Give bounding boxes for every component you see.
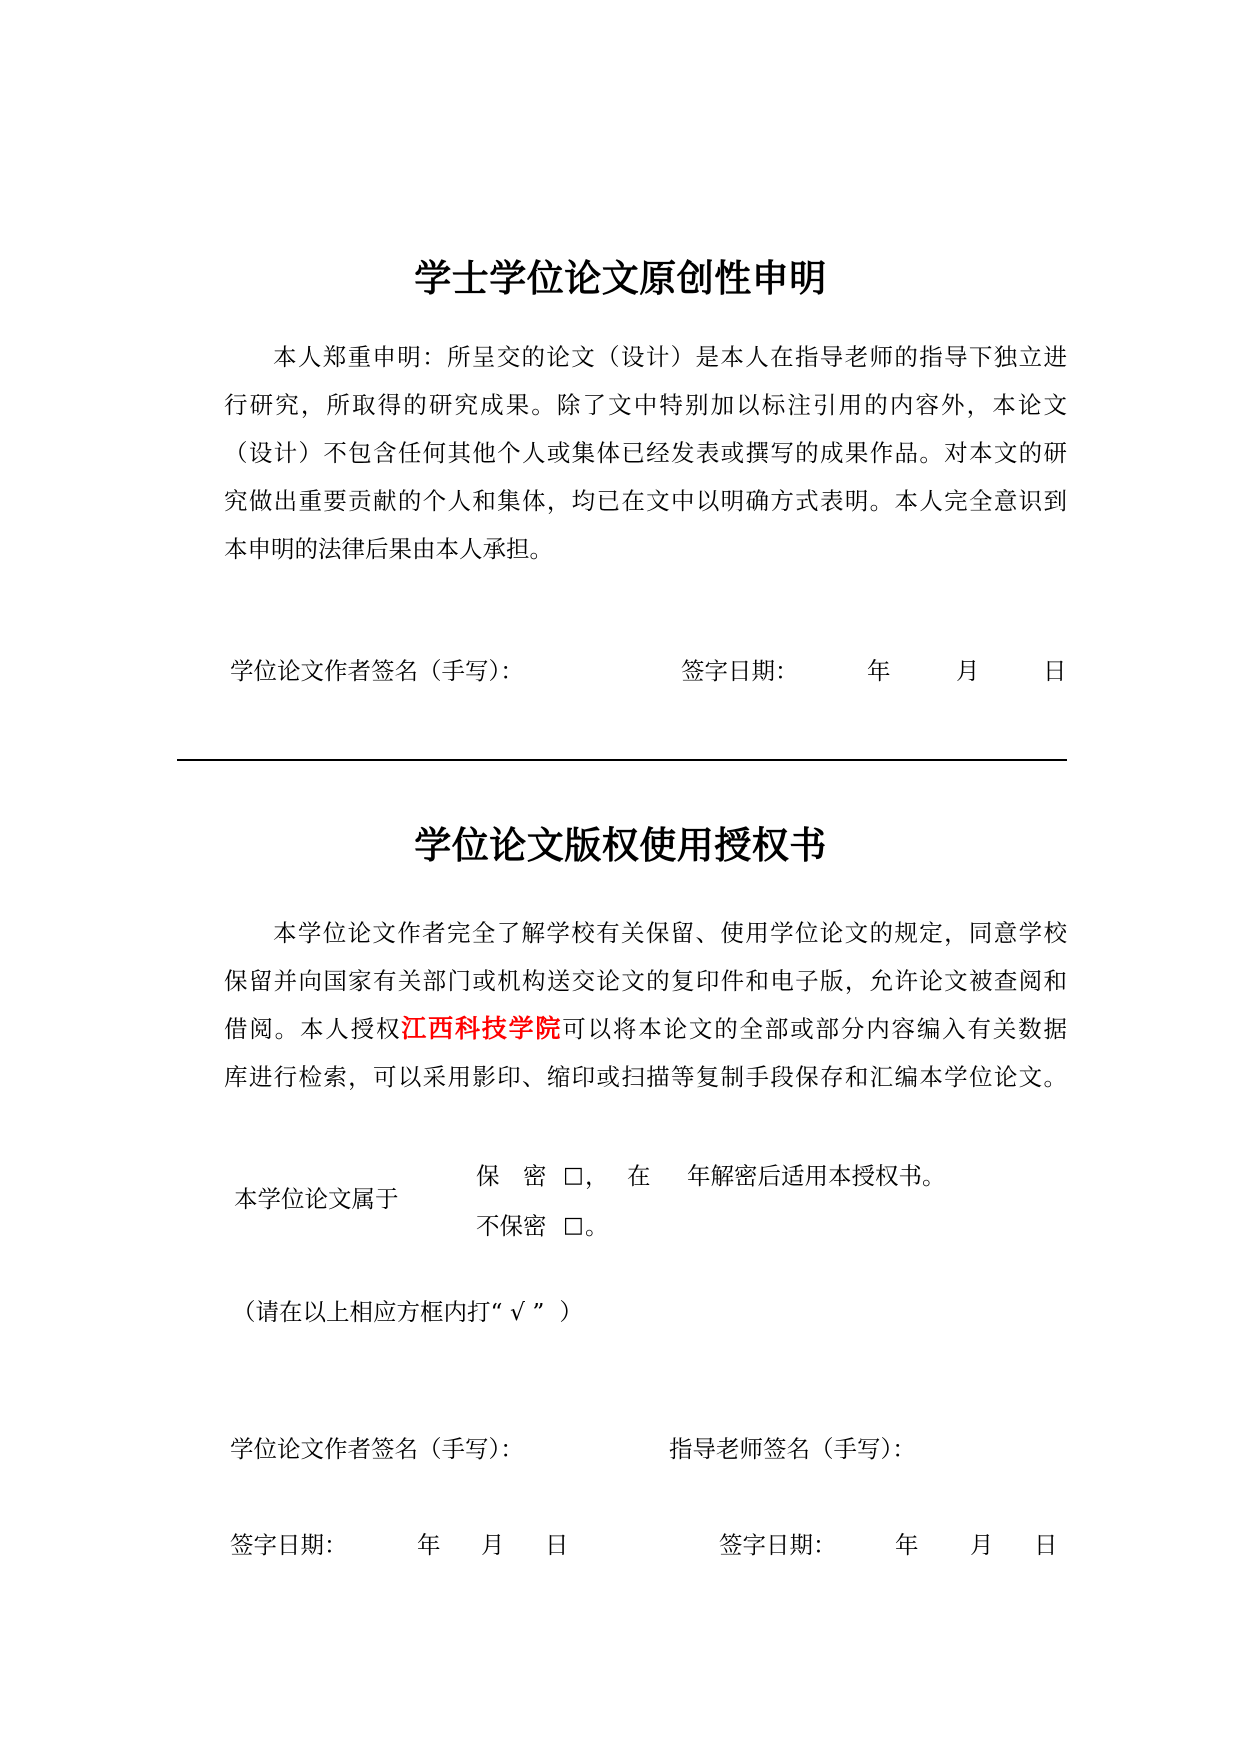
- authorization-paragraph-line: 保留并向国家有关部门或机构送交论文的复印件和电子版，允许论文被查阅和: [224, 967, 1067, 995]
- secret-in-label: 在: [627, 1162, 651, 1190]
- authorization-line-text: 可以将本论文的全部或部分内容编入有关数据: [562, 1015, 1067, 1043]
- section-divider: [177, 759, 1067, 761]
- classification-label: 本学位论文属于: [234, 1185, 399, 1213]
- declaration-paragraph-line: （设计）不包含任何其他个人或集体已经发表或撰写的成果作品。对本文的研: [224, 439, 1067, 467]
- date-year-label: 年: [867, 657, 891, 685]
- author-date-label: 签字日期：: [230, 1531, 348, 1559]
- author-date-month: 月: [481, 1531, 505, 1559]
- declaration-paragraph-line: 本申明的法律后果由本人承担。: [224, 535, 553, 563]
- authorization-title: 学位论文版权使用授权书: [414, 823, 827, 867]
- nonsecret-option-label: 不保密: [476, 1212, 547, 1240]
- author-date-year: 年: [417, 1531, 441, 1559]
- authorization-paragraph-line: 库进行检索，可以采用影印、缩印或扫描等复制手段保存和汇编本学位论文。: [224, 1063, 1067, 1091]
- secret-checkbox: □: [563, 1163, 584, 1188]
- date-month-label: 月: [956, 657, 980, 685]
- advisor-signature-label: 指导老师签名（手写）：: [669, 1435, 916, 1463]
- date-day-label: 日: [1043, 657, 1067, 685]
- decrypt-years-suffix: 年解密后适用本授权书。: [687, 1162, 946, 1190]
- secret-punctuation: ，: [585, 1162, 609, 1190]
- advisor-date-day: 日: [1034, 1531, 1058, 1559]
- nonsecret-checkbox: □: [563, 1213, 584, 1238]
- checkbox-instruction-note: （请在以上相应方框内打“ √ ” ）: [232, 1298, 583, 1326]
- authorization-paragraph-line: [224, 1005, 1067, 1053]
- author-signature-label: 学位论文作者签名（手写）：: [230, 1435, 524, 1463]
- author-date-day: 日: [545, 1531, 569, 1559]
- advisor-date-month: 月: [970, 1531, 994, 1559]
- declaration-paragraph-line: 行研究，所取得的研究成果。除了文中特别加以标注引用的内容外，本论文: [224, 391, 1067, 419]
- declaration-paragraph-line: 本人郑重申明：所呈交的论文（设计）是本人在指导老师的指导下独立进: [273, 343, 1067, 371]
- advisor-date-label: 签字日期：: [719, 1531, 837, 1559]
- authorization-paragraph-line: 本学位论文作者完全了解学校有关保留、使用学位论文的规定，同意学校: [273, 919, 1067, 947]
- nonsecret-punctuation: 。: [585, 1212, 609, 1240]
- institution-name-highlight: 江西科技学院: [401, 1014, 563, 1043]
- author-signature-label: 学位论文作者签名（手写）：: [230, 657, 524, 685]
- authorization-line-text: 借阅。本人授权: [224, 1015, 402, 1043]
- secret-option-label: 保 密: [476, 1162, 547, 1190]
- signature-date-label: 签字日期：: [681, 657, 799, 685]
- declaration-paragraph-line: 究做出重要贡献的个人和集体，均已在文中以明确方式表明。本人完全意识到: [224, 487, 1067, 515]
- declaration-title: 学士学位论文原创性申明: [414, 256, 827, 300]
- advisor-date-year: 年: [895, 1531, 919, 1559]
